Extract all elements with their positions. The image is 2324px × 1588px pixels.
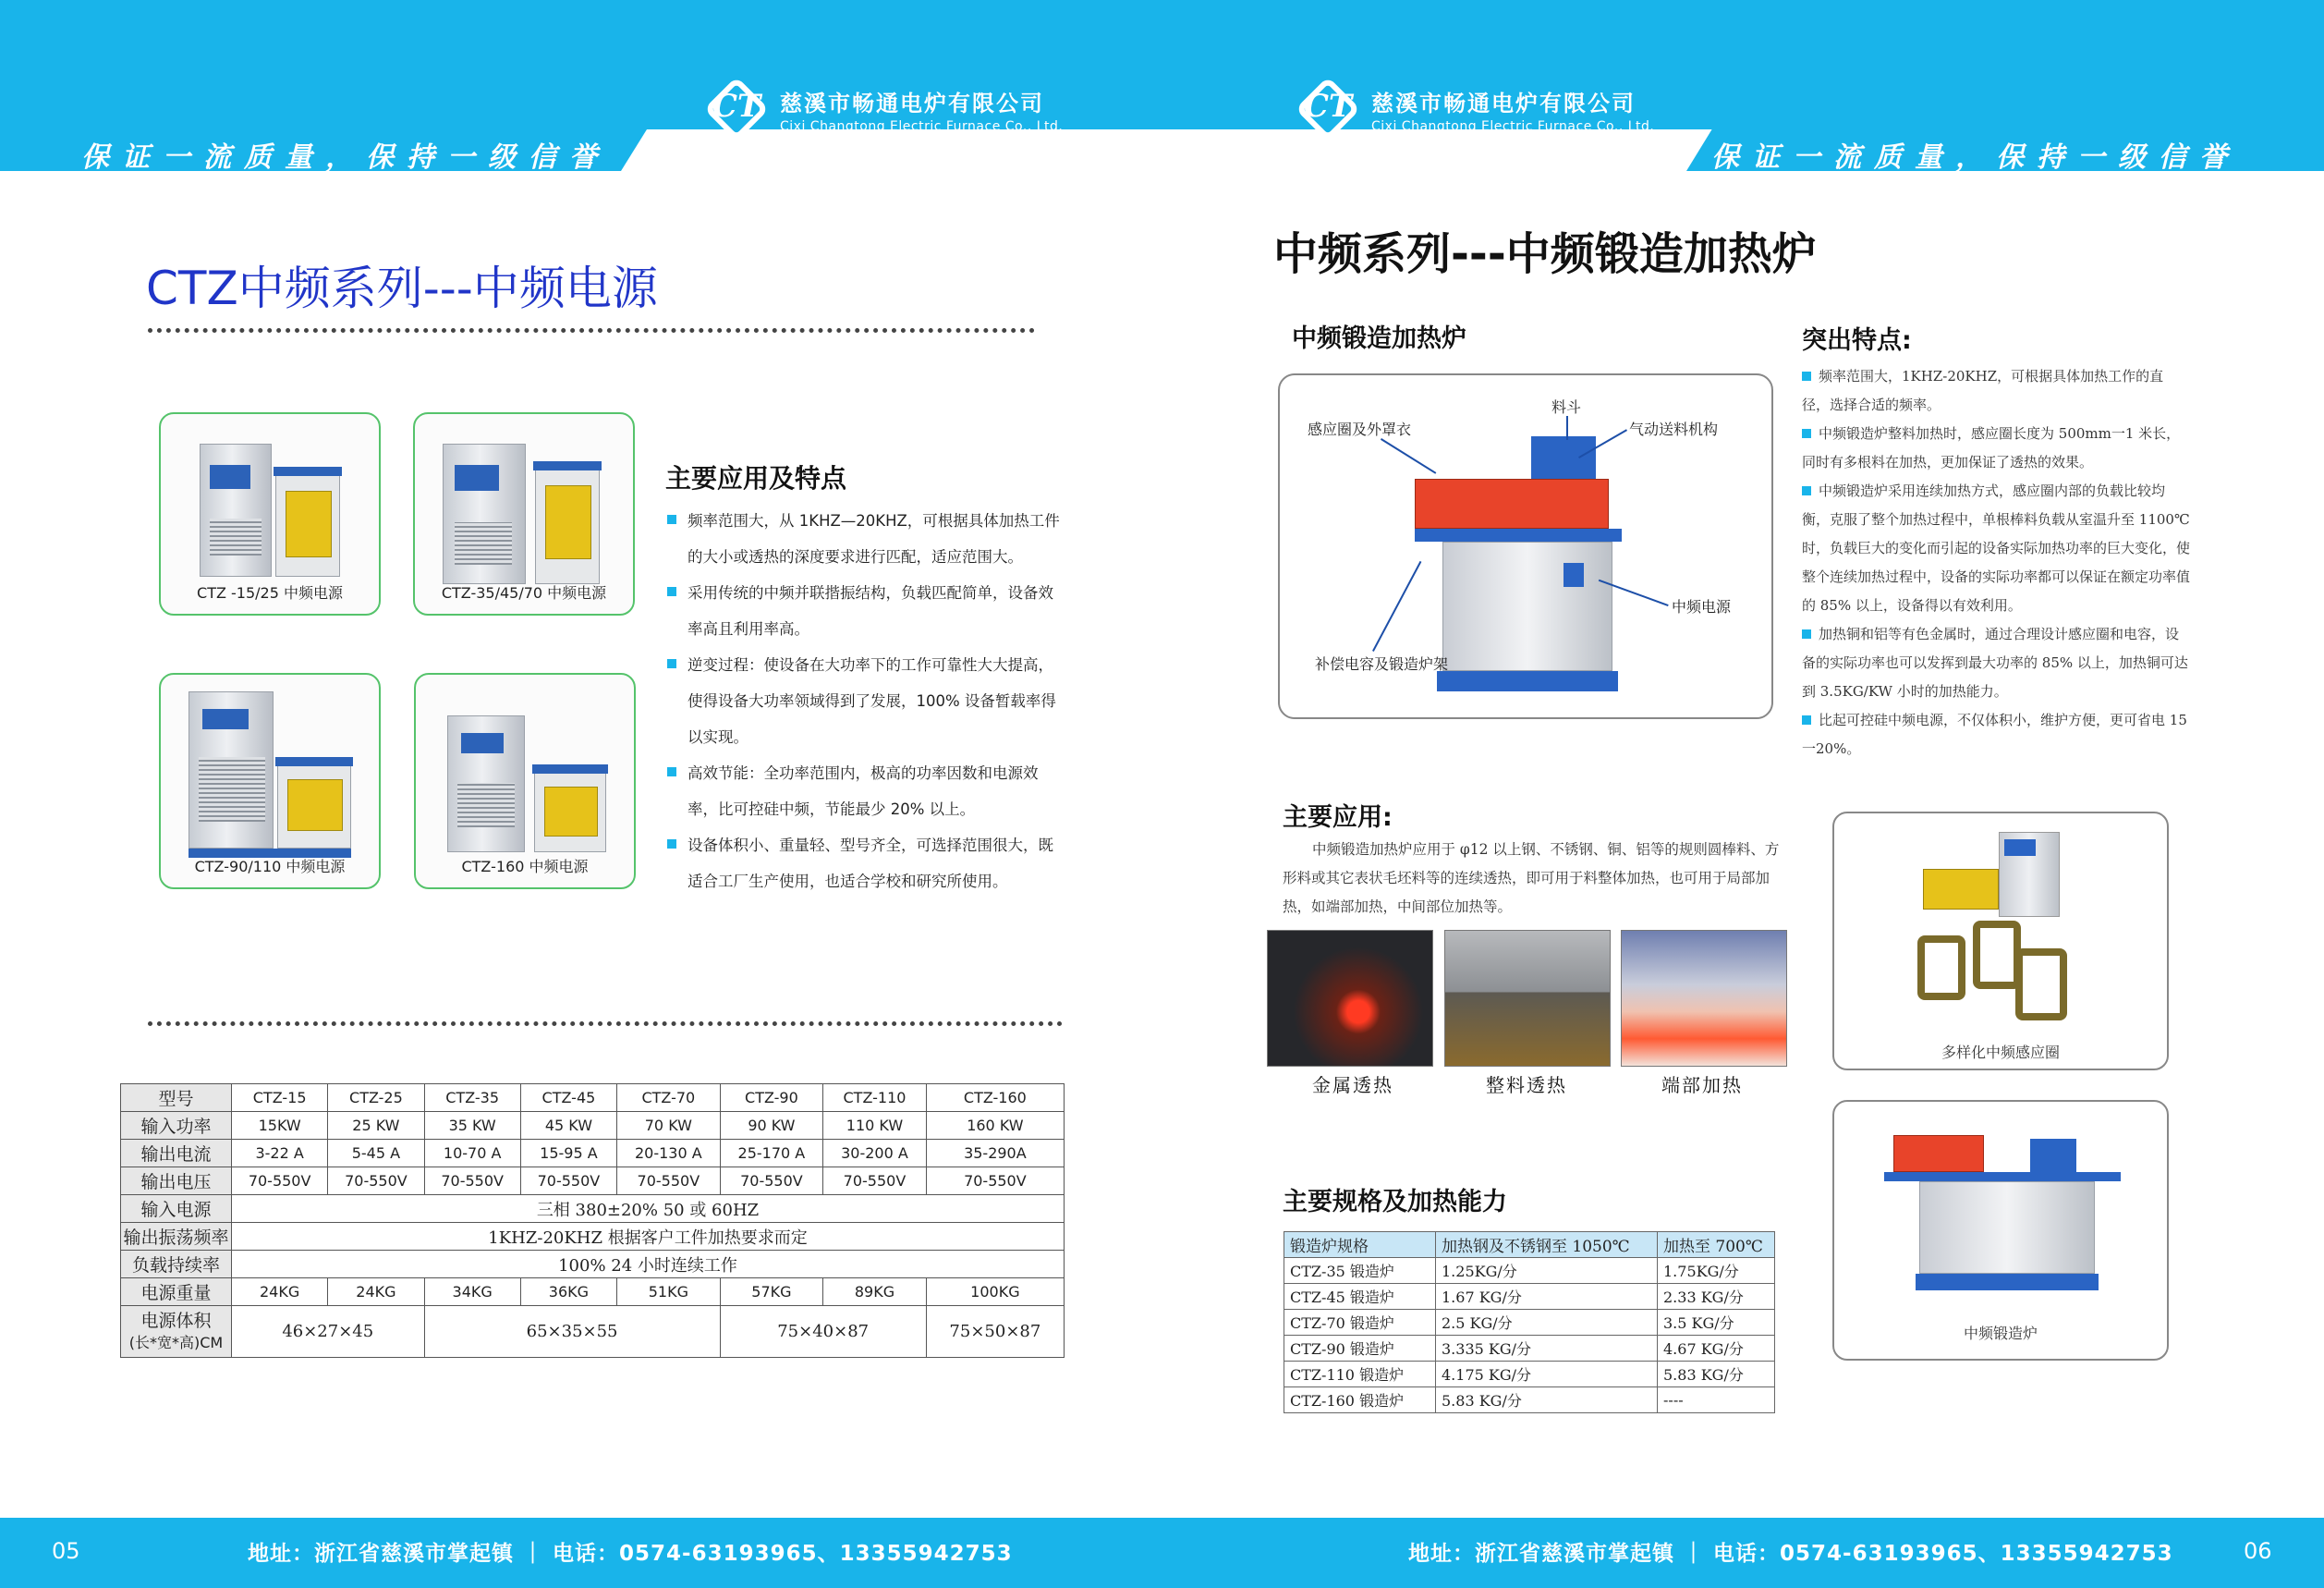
table-row: 电源体积 (长*宽*高)CM 46×27×45 65×35×55 75×40×87 75×50×87	[121, 1306, 1065, 1358]
feature-item: 设备体积小、重量轻、型号齐全，可选择范围很大，既适合工厂生产使用，也适合学校和研究所使用。	[667, 827, 1065, 899]
right-page-title: 中频系列---中频锻造加热炉	[1273, 228, 1817, 280]
company-name-cn: 慈溪市畅通电炉有限公司	[780, 90, 1044, 116]
coil-box-image	[277, 763, 351, 849]
table-row: 输入电源 三相 380±20% 50 或 60HZ	[121, 1195, 1065, 1223]
advantage-item: 频率范围大，1KHZ-20KHZ，可根据具体加热工作的直径，选择合适的频率。	[1802, 368, 2164, 413]
capacity-table	[1284, 1231, 1775, 1413]
table-row: CTZ-35 锻造炉 1.25KG/分 1.75KG/分	[1284, 1258, 1775, 1284]
table-row: 负载持续率 100% 24 小时连续工作	[121, 1251, 1065, 1278]
photo-caption: 整料透热	[1486, 1074, 1567, 1096]
bullet-square-icon	[1802, 629, 1811, 639]
advantages-list	[1802, 362, 2190, 763]
table-row: CTZ-110 锻造炉 4.175 KG/分 5.83 KG/分	[1284, 1362, 1775, 1387]
left-page-title: CTZ中频系列---中频电源	[146, 262, 658, 315]
application-heading: 主要应用:	[1283, 803, 1393, 832]
furnace-diagram	[1278, 373, 1773, 719]
table-row: CTZ-90 锻造炉 3.335 KG/分 4.67 KG/分	[1284, 1336, 1775, 1362]
product-card-ctz-160	[414, 673, 636, 889]
company-name-en: Cixi Changtong Electric Furnace Co., Ltd.	[1371, 118, 1655, 134]
table-row: 电源重量 24KG 24KG 34KG 36KG 51KG 57KG 89KG 100KG	[121, 1278, 1065, 1306]
furnace-frame	[1442, 542, 1612, 671]
side-caption: 中频锻造炉	[1963, 1325, 2038, 1342]
features-heading: 主要应用及特点	[665, 463, 847, 494]
bullet-square-icon	[1802, 715, 1811, 725]
table-row: CTZ-160 锻造炉 5.83 KG/分 ----	[1284, 1387, 1775, 1413]
table-row: 输出电流 3-22 A 5-45 A 10-70 A 15-95 A 20-130 A 25-170 A 30-200 A 35-290A	[121, 1140, 1065, 1167]
bullet-square-icon	[1802, 486, 1811, 495]
product-label: CTZ-35/45/70 中频电源	[441, 584, 607, 602]
feature-item: 频率范围大，从 1KHZ—20KHZ，可根据具体加热工件的大小或透热的深度要求进行匹配，适应范围大。	[667, 503, 1065, 575]
induction-coils-image	[1832, 812, 2169, 1070]
bullet-square-icon	[1802, 372, 1811, 381]
table-row: CTZ-45 锻造炉 1.67 KG/分 2.33 KG/分	[1284, 1284, 1775, 1310]
advantage-item: 比起可控硅中频电源，不仅体积小，维护方便，更可省电 15一20%。	[1802, 712, 2187, 757]
callout-hopper: 料斗	[1551, 398, 1582, 416]
photo-end-heating	[1621, 930, 1787, 1067]
page-number-left: 05	[52, 1538, 80, 1564]
bullet-square-icon	[667, 515, 676, 524]
spec-table	[120, 1083, 1065, 1358]
product-label: CTZ-90/110 中频电源	[194, 858, 346, 875]
bullet-square-icon	[1802, 429, 1811, 438]
table-row: 输入功率 15KW 25 KW 35 KW 45 KW 70 KW 90 KW 110 KW 160 KW	[121, 1112, 1065, 1140]
company-brand-left	[702, 72, 1063, 146]
product-label: CTZ-160 中频电源	[461, 858, 589, 875]
photo-caption: 端部加热	[1661, 1074, 1743, 1096]
advantage-item: 中频锻造炉采用连续加热方式，感应圈内部的负载比较均衡，克服了整个加热过程中，单根棒料负载从室温升至 1100℃时，负载巨大的变化而引起的设备实际加热功率的巨大变化，使整个连续加热过程中，设备的实际功率都可以保证在额定功率值的 85% 以上，设备得以有效利用。	[1802, 483, 2191, 614]
capacity-heading: 主要规格及加热能力	[1283, 1188, 1507, 1216]
company-brand-right	[1294, 72, 1654, 146]
coil-box-image	[535, 468, 600, 584]
application-text: 中频锻造加热炉应用于 φ12 以上钢、不锈钢、铜、铝等的规则圆棒料、方形料或其它表状毛坯料等的连续透热，即可用于料整体加热，也可用于局部加热，如端部加热，中间部位加热等。	[1283, 841, 1780, 915]
footer-band	[0, 1518, 2324, 1588]
side-caption: 多样化中频感应圈	[1941, 1044, 2060, 1061]
photo-caption: 金属透热	[1312, 1074, 1393, 1096]
furnace-heading: 中频锻造加热炉	[1292, 324, 1466, 353]
company-logo-icon: CT	[702, 75, 771, 143]
advantage-item: 加热铜和铝等有色金属时，通过合理设计感应圈和电容，设备的实际功率也可以发挥到最大功率的 85% 以上，加热铜可达到 3.5KG/KW 小时的加热能力。	[1802, 626, 2188, 700]
contact-info-right: 地址：浙江省慈溪市掌起镇 ｜ 电话：0574-63193965、13355942753	[1408, 1542, 2173, 1566]
bullet-square-icon	[667, 587, 676, 596]
coil-box-image	[534, 771, 606, 852]
coil-box-image	[275, 473, 340, 577]
features-list	[667, 503, 1065, 899]
company-name-en: Cixi Changtong Electric Furnace Co., Ltd.	[780, 118, 1064, 134]
bullet-square-icon	[667, 767, 676, 776]
table-row: 输出振荡频率 1KHZ-20KHZ 根据客户工件加热要求而定	[121, 1223, 1065, 1251]
company-logo-icon: CT	[1294, 75, 1362, 143]
table-row: CTZ-70 锻造炉 2.5 KG/分 3.5 KG/分	[1284, 1310, 1775, 1336]
table-row: 锻造炉规格 加热钢及不锈钢至 1050℃ 加热至 700℃	[1284, 1232, 1775, 1258]
photo-whole-bar-heating	[1444, 930, 1611, 1067]
feature-item: 逆变过程：使设备在大功率下的工作可靠性大大提高，使得设备大功率领域得到了发展，100% 设备暂载率得以实现。	[667, 647, 1065, 755]
power-cabinet-image	[443, 444, 526, 584]
table-row: 型号 CTZ-15 CTZ-25 CTZ-35 CTZ-45 CTZ-70 CTZ-90 CTZ-110 CTZ-160	[121, 1084, 1065, 1112]
product-card-ctz-35-45-70	[413, 412, 635, 616]
product-card-ctz-90-110	[159, 673, 381, 889]
callout-power: 中频电源	[1672, 598, 1732, 616]
photo-metal-heating	[1267, 930, 1433, 1067]
advantage-item: 中频锻造炉整料加热时，感应圈长度为 500mm一1 米长，同时有多根料在加热，更加保证了透热的效果。	[1802, 425, 2181, 470]
product-label: CTZ -15/25 中频电源	[197, 584, 343, 602]
power-cabinet-image	[200, 444, 272, 577]
power-cabinet-image	[447, 715, 525, 852]
header-band	[0, 0, 2324, 129]
feeding-hopper	[1531, 436, 1596, 479]
callout-capacitor: 补偿电容及锻造炉架	[1315, 655, 1449, 673]
bullet-square-icon	[667, 659, 676, 668]
page-number-right: 06	[2244, 1538, 2272, 1564]
bullet-square-icon	[667, 839, 676, 849]
induction-coil-shell	[1415, 479, 1609, 529]
dotted-divider-bottom	[148, 1021, 1063, 1026]
contact-info-left: 地址：浙江省慈溪市掌起镇 ｜ 电话：0574-63193965、13355942753	[248, 1542, 1013, 1566]
advantages-heading: 突出特点:	[1802, 326, 1912, 355]
product-card-ctz-15-25	[159, 412, 381, 616]
dotted-divider-top	[148, 328, 1035, 333]
forging-furnace-image	[1832, 1100, 2169, 1361]
power-cabinet-image	[189, 691, 274, 849]
table-row: 输出电压 70-550V 70-550V 70-550V 70-550V 70-550V 70-550V 70-550V 70-550V	[121, 1167, 1065, 1195]
feature-item: 高效节能：全功率范围内，极高的功率因数和电源效率，比可控硅中频，节能最少 20% 以上。	[667, 755, 1065, 827]
feature-item: 采用传统的中频并联揩振结构，负载匹配简单，设备效率高且利用率高。	[667, 575, 1065, 647]
callout-feeder: 气动送料机构	[1629, 421, 1719, 438]
slogan-left: 保证一流质量，保持一级信誉	[81, 141, 610, 174]
company-name-cn: 慈溪市畅通电炉有限公司	[1371, 90, 1636, 116]
callout-coil: 感应圈及外罩衣	[1308, 421, 1412, 438]
slogan-right: 保证一流质量，保持一级信誉	[1711, 141, 2240, 174]
